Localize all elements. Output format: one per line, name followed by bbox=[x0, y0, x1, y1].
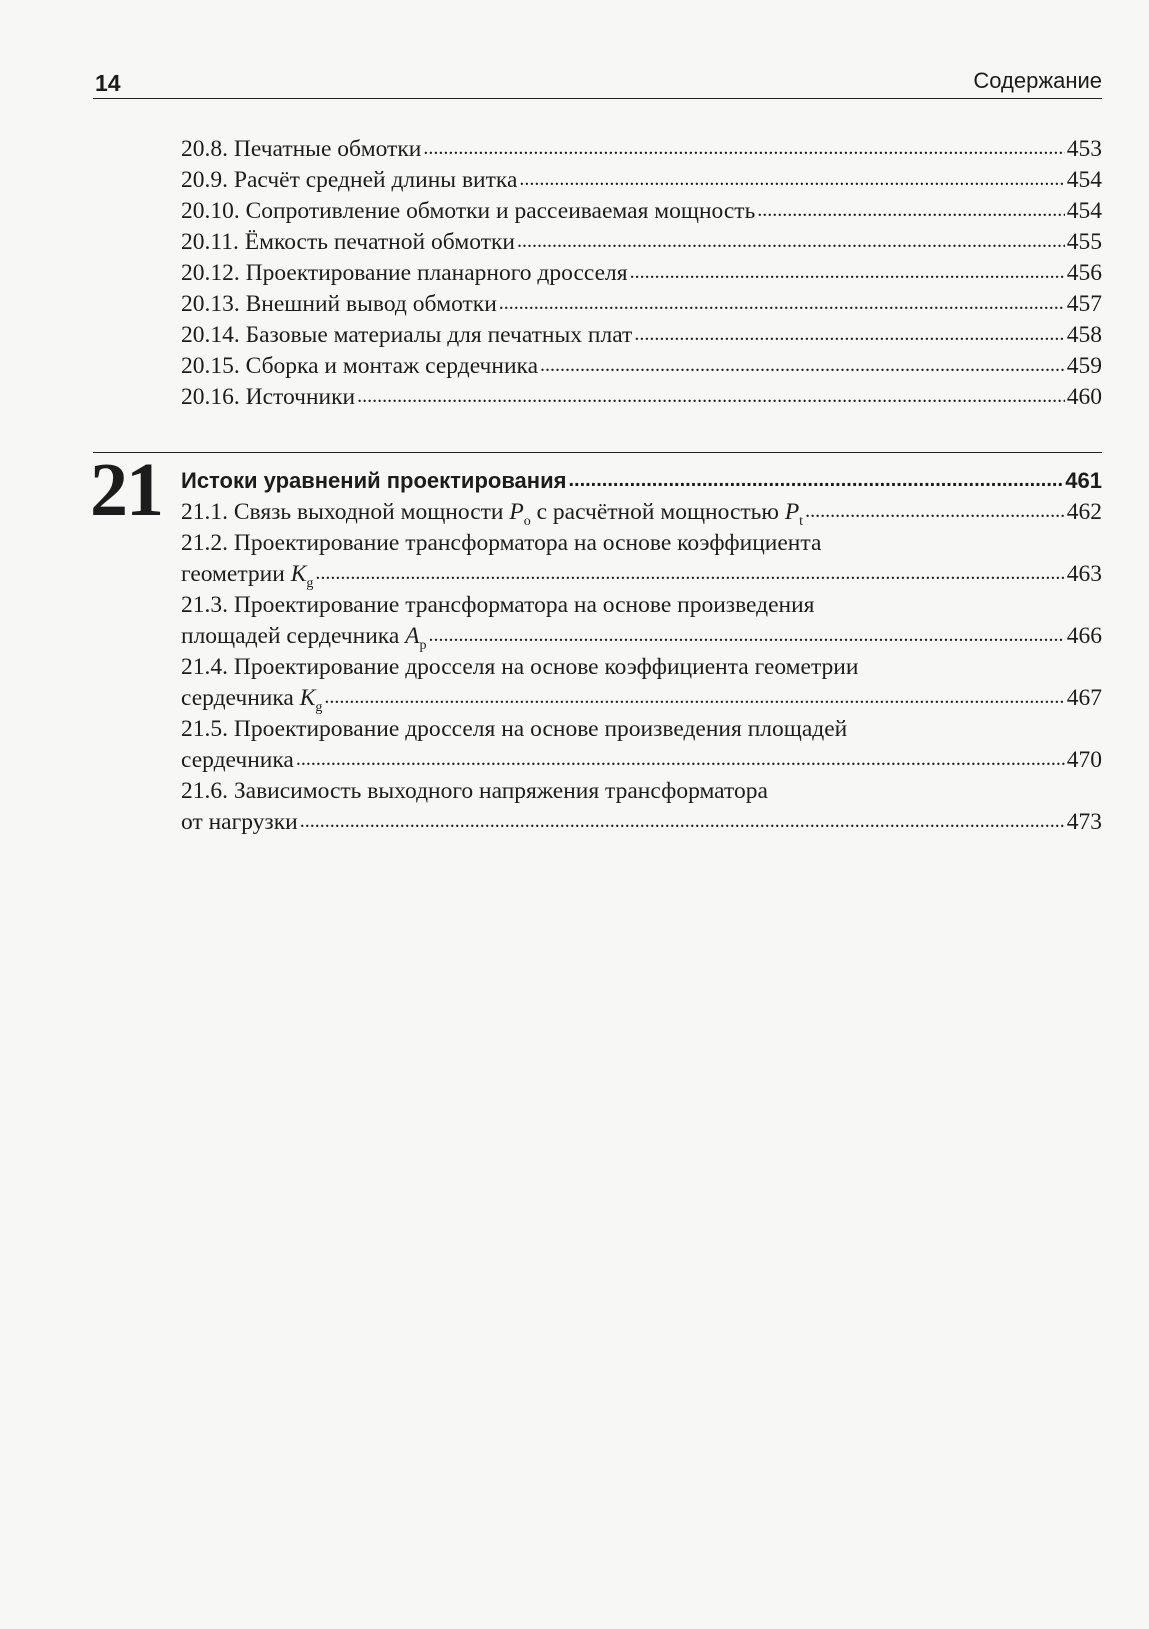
toc-entry-21-2[interactable] bbox=[181, 561, 1102, 591]
dot-leader bbox=[517, 227, 1065, 254]
dot-leader bbox=[300, 807, 1065, 834]
dot-leader bbox=[357, 382, 1065, 409]
toc-entry-21-5[interactable] bbox=[181, 747, 1102, 777]
toc-entry-21-6-line1: 21.6. Зависимость выходного напряжения трансформатора bbox=[181, 778, 768, 804]
toc-entry-page: 467 bbox=[1066, 685, 1102, 711]
toc-entry-20-15[interactable] bbox=[181, 353, 1102, 383]
toc-entry-title: 20.15. Сборка и монтаж сердечника bbox=[181, 353, 539, 379]
toc-entry-page: 454 bbox=[1066, 198, 1102, 224]
toc-entry-21-5-line1: 21.5. Проектирование дросселя на основе произведения площадей bbox=[181, 716, 848, 742]
toc-entry-page: 455 bbox=[1066, 229, 1102, 255]
toc-entry-title: 20.11. Ёмкость печатной обмотки bbox=[181, 229, 515, 255]
dot-leader bbox=[324, 683, 1064, 710]
dot-leader bbox=[634, 320, 1064, 347]
dot-leader bbox=[540, 351, 1065, 378]
toc-entry-20-9[interactable] bbox=[181, 167, 1102, 197]
toc-entry-page: 470 bbox=[1066, 747, 1102, 773]
toc-entry-page: 458 bbox=[1066, 322, 1102, 348]
toc-entry-21-2-line1: 21.2. Проектирование трансформатора на основе коэффициента bbox=[181, 530, 822, 556]
toc-entry-page: 454 bbox=[1066, 167, 1102, 193]
toc-entry-page: 457 bbox=[1066, 291, 1102, 317]
toc-entry-20-14[interactable] bbox=[181, 322, 1102, 352]
chapter-title: Истоки уравнений проектирования bbox=[181, 468, 567, 493]
toc-entry-21-3-line1: 21.3. Проектирование трансформатора на основе произведения bbox=[181, 592, 815, 618]
toc-entry-20-11[interactable] bbox=[181, 229, 1102, 259]
toc-entry-title: сердечника $K_g$ bbox=[181, 685, 323, 715]
toc-entry-title: 20.16. Источники bbox=[181, 384, 356, 410]
page-number: 14 bbox=[95, 70, 121, 96]
dot-leader bbox=[499, 289, 1065, 316]
toc-entry-title: 20.13. Внешний вывод обмотки bbox=[181, 291, 497, 317]
dot-leader bbox=[296, 745, 1065, 772]
toc-entry-page: 466 bbox=[1066, 623, 1102, 649]
toc-entry-20-8[interactable] bbox=[181, 136, 1102, 166]
toc-entry-title: 20.10. Сопротивление обмотки и рассеиваемая мощность bbox=[181, 198, 756, 224]
dot-leader bbox=[423, 134, 1064, 161]
toc-entry-title: 20.14. Базовые материалы для печатных плат bbox=[181, 322, 633, 348]
toc-entry-21-4[interactable] bbox=[181, 685, 1102, 715]
toc-entry-page: 460 bbox=[1066, 384, 1102, 410]
toc-entry-21-4-line1: 21.4. Проектирование дросселя на основе коэффициента геометрии bbox=[181, 654, 859, 680]
toc-entry-title: 20.8. Печатные обмотки bbox=[181, 136, 422, 162]
toc-entry-title: площадей сердечника $A_p$ bbox=[181, 623, 427, 653]
toc-entry-title: от нагрузки bbox=[181, 809, 298, 835]
dot-leader bbox=[429, 621, 1065, 648]
toc-entry-page: 463 bbox=[1066, 561, 1102, 587]
dot-leader bbox=[757, 196, 1064, 223]
chapter-heading[interactable] bbox=[181, 468, 1102, 498]
chapter-rule bbox=[93, 452, 1102, 453]
toc-entry-21-1[interactable] bbox=[181, 499, 1102, 529]
dot-leader bbox=[519, 165, 1064, 192]
toc-entry-title: 21.1. Связь выходной мощности $P_o$ с расчётной мощностью $P_t$ bbox=[181, 499, 804, 529]
toc-entry-title: 20.12. Проектирование планарного дросселя bbox=[181, 260, 628, 286]
chapter-page: 461 bbox=[1065, 468, 1102, 493]
header-rule bbox=[93, 98, 1102, 99]
dot-leader bbox=[805, 497, 1065, 524]
toc-entry-20-10[interactable] bbox=[181, 198, 1102, 228]
toc-entry-21-3[interactable] bbox=[181, 623, 1102, 653]
toc-entry-page: 462 bbox=[1066, 499, 1102, 525]
dot-leader bbox=[568, 466, 1063, 492]
toc-entry-title: 20.9. Расчёт средней длины витка bbox=[181, 167, 518, 193]
toc-entry-21-6[interactable] bbox=[181, 809, 1102, 839]
dot-leader bbox=[315, 559, 1064, 586]
dot-leader bbox=[630, 258, 1065, 285]
running-header-title: Содержание bbox=[973, 68, 1102, 93]
toc-entry-20-13[interactable] bbox=[181, 291, 1102, 321]
toc-entry-20-12[interactable] bbox=[181, 260, 1102, 290]
toc-entry-20-16[interactable] bbox=[181, 384, 1102, 414]
toc-entry-page: 456 bbox=[1066, 260, 1102, 286]
chapter-number: 21 bbox=[90, 448, 162, 532]
toc-entry-page: 459 bbox=[1066, 353, 1102, 379]
toc-entry-title: геометрии $K_g$ bbox=[181, 561, 314, 591]
toc-entry-title: сердечника bbox=[181, 747, 294, 773]
toc-entry-page: 473 bbox=[1066, 809, 1102, 835]
toc-entry-page: 453 bbox=[1066, 136, 1102, 162]
